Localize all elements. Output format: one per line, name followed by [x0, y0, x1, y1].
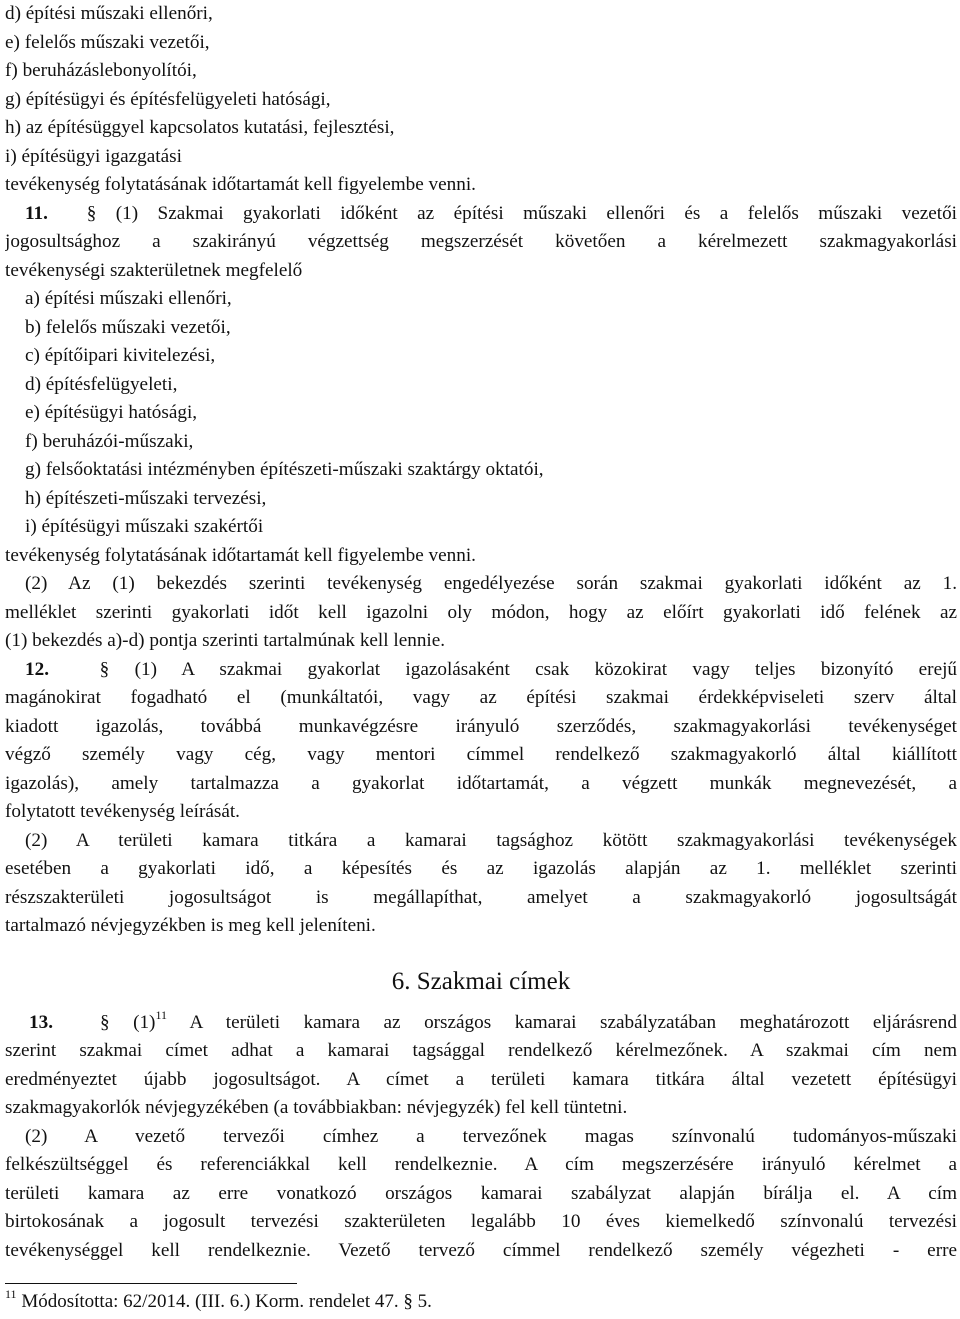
paragraph-sign: § [99, 658, 110, 680]
paragraph-text: A területi kamara az országos kamarai szabályzatában meghatározott eljárásrend [189, 1011, 957, 1033]
list-item: b) felelős műszaki vezetői, [25, 316, 231, 338]
paragraph-line: (2) A vezető tervezői címhez a tervezőnek magas színvonalú tudományos-műszaki [25, 1125, 957, 1147]
footnote-number: 11 [5, 1287, 17, 1301]
list-item: d) építésfelügyeleti, [25, 373, 178, 395]
paragraph-line: igazolás), amely tartalmazza a gyakorlat időtartamát, a végzett munkák megnevezését, a [5, 772, 957, 794]
section-number: 13. [29, 1011, 53, 1033]
paragraph-line: birtokosának a jogosult tervezési szakterületen legalább 10 éves kiemelkedő színvonalú tervezési [5, 1211, 957, 1232]
paragraph-line: részszakterületi jogosultságot is megállapíthat, amelyet a szakmagyakorló jogosultságát [5, 886, 957, 908]
footnote-divider [5, 1283, 297, 1284]
paragraph-line: szerint szakmai címet adhat a kamarai tagsággal rendelkező kérelmezőnek. A szakmai cím nem [5, 1040, 957, 1061]
list-item: h) az építésüggyel kapcsolatos kutatási, fejlesztési, [5, 117, 395, 138]
section-13-first-line [5, 1009, 957, 1038]
list-item: g) felsőoktatási intézményben építészeti-műszaki szaktárgy oktatói, [25, 459, 544, 480]
list-item: g) építésügyi és építésfelügyeleti hatósági, [5, 88, 331, 110]
list-closing: tevékenység folytatásának időtartamát kell figyelembe venni. [5, 544, 476, 566]
paragraph-line: tevékenységgel kell rendelkeznie. Vezető tervező címmel rendelkező személy végezheti - erre [5, 1239, 957, 1261]
paragraph-line: jogosultsághoz a szakirányú végzettség megszerzését követően a kérelmezett szakmagyakorlási [5, 231, 957, 252]
section-number: 12. [25, 658, 49, 680]
list-item: e) építésügyi hatósági, [25, 402, 198, 423]
paragraph-line: területi kamara az erre vonatkozó országos kamarai szabályzat alapján bírálja el. A cím [5, 1182, 957, 1204]
paragraph-line: kiadott igazolás, továbbá munkavégzésre irányuló szerződés, szakmagyakorlási tevékenységet [5, 715, 957, 737]
list-item: i) építésügyi igazgatási [5, 145, 182, 167]
paragraph-line: folytatott tevékenység leírását. [5, 801, 240, 822]
list-item: i) építésügyi műszaki szakértői [25, 516, 264, 537]
section-13 [5, 1009, 957, 1266]
paragraph-sign: § [99, 1011, 110, 1033]
list-item: f) beruházáslebonyolítói, [5, 60, 197, 81]
list-item: c) építőipari kivitelezési, [25, 345, 216, 366]
paragraph-line: eredményeztet újabb jogosultságot. A címet a területi kamara titkára által vezetett építésügyi [5, 1068, 957, 1090]
paragraph-line: szakmagyakorlók névjegyzékében (a továbbiakban: névjegyzék) fel kell tüntetni. [5, 1097, 628, 1118]
paragraph-marker: (1) [133, 1011, 156, 1033]
section-12-first-line [5, 656, 957, 685]
top-list [5, 0, 957, 200]
paragraph-line: tevékenységi szakterületnek megfelelő [5, 259, 303, 281]
footnote [5, 1288, 957, 1316]
paragraph-sign: § [86, 202, 97, 224]
section-12 [5, 656, 957, 941]
paragraph-line: tartalmazó névjegyzékben is meg kell jeleníteni. [5, 915, 376, 936]
list-item: e) felelős műszaki vezetői, [5, 31, 210, 53]
document-page [5, 0, 957, 1316]
list-item: h) építészeti-műszaki tervezési, [25, 487, 267, 509]
section-number: 11. [25, 202, 48, 224]
paragraph-line: melléklet szerinti gyakorlati időt kell igazolni oly módon, hogy az előírt gyakorlati idő felének az [5, 601, 957, 623]
section-heading: 6. Szakmai címek [391, 967, 571, 995]
list-closing: tevékenység folytatásának időtartamát kell figyelembe venni. [5, 174, 476, 195]
section-11-first-line [5, 200, 957, 229]
section-11 [5, 200, 957, 656]
paragraph-line: felkészültséggel és referenciákkal kell rendelkeznie. A cím megszerzésére irányuló kérelmet a [5, 1154, 957, 1175]
paragraph-line: esetében a gyakorlati idő, a képesítés és az igazolás alapján az 1. melléklet szerinti [5, 858, 957, 879]
paragraph-line: (2) Az (1) bekezdés szerinti tevékenység engedélyezése során szakmai gyakorlati időként az 1. [25, 573, 957, 594]
list-item: d) építési műszaki ellenőri, [5, 3, 213, 24]
paragraph-line: (1) bekezdés a)-d) pontja szerinti tartalmúnak kell lennie. [5, 630, 446, 651]
paragraph-text: (1) Szakmai gyakorlati időként az építési műszaki ellenőri és a felelős műszaki vezetői [115, 202, 957, 224]
list-item: f) beruházói-műszaki, [25, 430, 194, 452]
paragraph-line: (2) A területi kamara titkára a kamarai tagsághoz kötött szakmagyakorlási tevékenységek [25, 829, 957, 851]
footnote-text: Módosította: 62/2014. (III. 6.) Korm. rendelet 47. § 5. [21, 1291, 432, 1312]
footnote-reference[interactable]: 11 [155, 1008, 168, 1022]
paragraph-text: (1) A szakmai gyakorlat igazolásaként csak közokirat vagy teljes bizonyító erejű [134, 658, 957, 680]
paragraph-line: magánokirat fogadható el (munkáltatói, vagy az építési szakmai érdekképviseleti szerv által [5, 687, 957, 708]
list-item: a) építési műszaki ellenőri, [25, 288, 232, 309]
paragraph-line: végző személy vagy cég, vagy mentori címmel rendelkező szakmagyakorló által kiállított [5, 744, 957, 765]
